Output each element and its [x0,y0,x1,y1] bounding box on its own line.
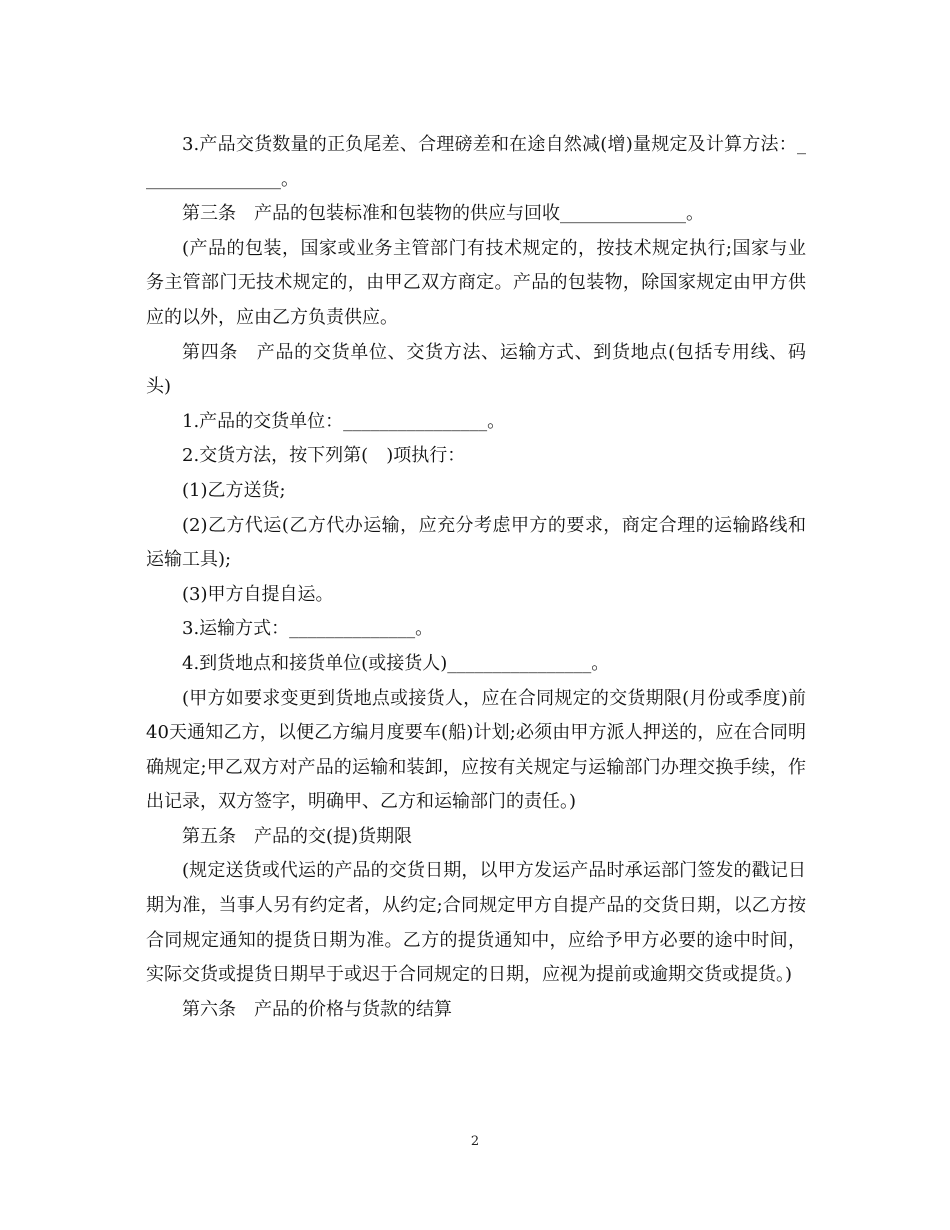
paragraph-option-2: (2)乙方代运(乙方代办运输，应充分考虑甲方的要求，商定合理的运输路线和运输工具); [146,514,806,571]
paragraph-packaging-note: (产品的包装，国家或业务主管部门有技术规定的，按技术规定执行;国家与业务主管部门无技术规定的，由甲乙双方商定。产品的包装物，除国家规定由甲方供应的以外，应由乙方负责供应。 [146,237,806,328]
paragraph-delivery-date-note: (规定送货或代运的产品的交货日期，以甲方发运产品时承运部门签发的戳记日期为准，当事人另有约定者，从约定;合同规定甲方自提产品的交货日期，以乙方按合同规定通知的提货日期为准。乙方的提货通知中，应给予甲方必要的途中时间，实际交货或提货日期早于或迟于合同规定的日期，应视为提前或逾期交货或提货。) [146,860,806,986]
paragraph-option-3: (3)甲方自提自运。 [182,583,334,605]
paragraph-article-4-heading: 第四条 产品的交货单位、交货方法、运输方式、到货地点(包括专用线、码头) [146,341,806,398]
paragraph-delivery-method: 2.交货方法，按下列第( )项执行： [182,445,466,467]
paragraph-article-3-heading: 第三条 产品的包装标准和包装物的供应与回收______________。 [182,203,704,225]
paragraph-option-1: (1)乙方送货; [182,479,286,501]
paragraph-change-notice: (甲方如要求变更到货地点或接货人，应在合同规定的交货期限(月份或季度)前40天通知乙方，以便乙方编月度要车(船)计划;必须由甲方派人押送的，应在合同明确规定;甲乙双方对产品的运输和装卸，应按有关规定与运输部门办理交换手续，作出记录，双方签字，明确甲、乙方和运输部门的责任。) [146,687,806,813]
page-number: 2 [470,1134,480,1149]
paragraph-quantity-tolerance: 3.产品交货数量的正负尾差、合理磅差和在途自然减(增)量规定及计算方法：________________。 [146,134,806,190]
paragraph-article-6-heading: 第六条 产品的价格与货款的结算 [182,998,452,1020]
paragraph-article-5-heading: 第五条 产品的交(提)货期限 [182,825,413,847]
paragraph-transport-mode: 3.运输方式：______________。 [182,618,434,640]
paragraph-arrival-location: 4.到货地点和接货单位(或接货人)________________。 [182,652,610,674]
paragraph-delivery-unit: 1.产品的交货单位：________________。 [182,410,506,432]
document-body [146,128,806,1027]
